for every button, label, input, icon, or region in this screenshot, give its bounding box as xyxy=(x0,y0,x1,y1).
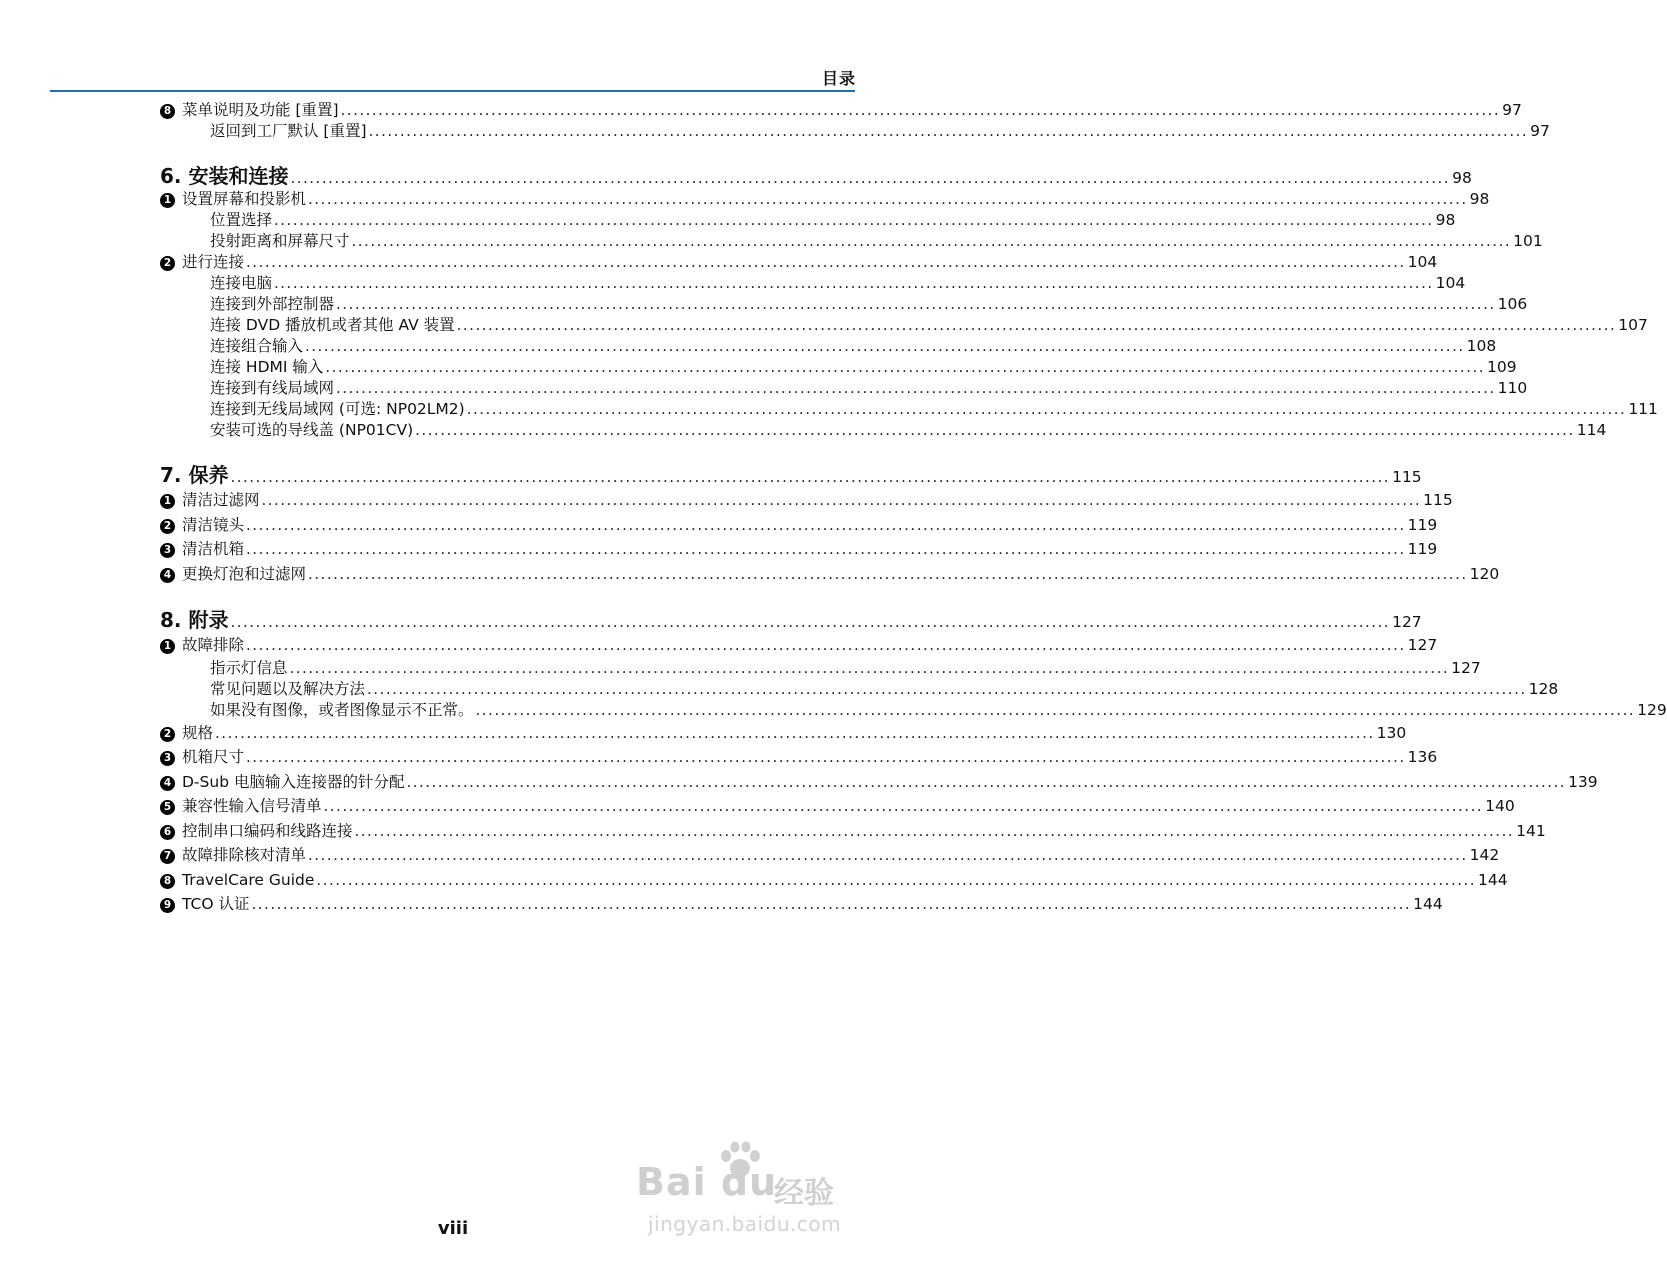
toc-chapter-row[interactable] xyxy=(160,607,1422,633)
toc-entry-label: TravelCare Guide xyxy=(182,870,315,889)
dot-leader: ......................................................................................................................................................................................... xyxy=(246,515,1406,534)
toc-item-row[interactable] xyxy=(160,892,1443,917)
toc-entry-title xyxy=(210,336,303,357)
toc-entry-title xyxy=(210,378,334,399)
number-badge-icon: 6 xyxy=(160,825,175,840)
page-header-title: 目录 xyxy=(821,69,856,88)
toc-entry-label: 投射距离和屏幕尺寸 xyxy=(210,232,350,250)
toc-entry-label: 更换灯泡和过滤网 xyxy=(182,564,307,583)
toc-entry-title xyxy=(210,273,272,294)
dot-leader: ......................................................................................................................................................................................... xyxy=(323,797,1484,815)
toc-item-row[interactable] xyxy=(160,100,1522,121)
toc-subitem-row[interactable] xyxy=(160,121,1550,142)
dot-leader: ......................................................................................................................................................................................... xyxy=(246,636,1406,654)
dot-leader: ......................................................................................................................................................................................... xyxy=(246,540,1406,558)
toc-entry-label: 连接 HDMI 输入 xyxy=(210,358,324,376)
toc-page-number: 114 xyxy=(1576,421,1607,439)
toc-entry-label: 进行连接 xyxy=(182,253,245,271)
table-of-contents xyxy=(160,100,1667,917)
toc-entry-label: 清洁镜头 xyxy=(182,515,245,534)
dot-leader: ......................................................................................................................................................................................... xyxy=(368,122,1529,140)
toc-page-number: 101 xyxy=(1513,232,1543,250)
dot-leader: ......................................................................................................................................................................................... xyxy=(475,700,1636,719)
toc-page-number: 129 xyxy=(1637,700,1667,719)
toc-page-number: 115 xyxy=(1423,491,1453,509)
toc-entry-label: 连接到无线局域网 (可选: NP02LM2) xyxy=(210,400,465,418)
dot-leader: ......................................................................................................................................................................................... xyxy=(351,232,1512,250)
dot-leader: ......................................................................................................................................................................................... xyxy=(308,190,1468,208)
toc-entry-title xyxy=(160,163,288,189)
toc-entry-title xyxy=(160,770,404,795)
toc-entry-label: D-Sub 电脑输入连接器的针分配 xyxy=(182,772,405,791)
toc-entry-label: TCO 认证 xyxy=(182,895,250,913)
toc-page-number: 97 xyxy=(1530,122,1550,140)
dot-leader: ......................................................................................................................................................................................... xyxy=(316,870,1477,889)
toc-subitem-row[interactable] xyxy=(160,273,1466,294)
toc-entry-title xyxy=(210,315,455,336)
toc-page-number: 98 xyxy=(1469,190,1490,208)
toc-entry-title xyxy=(160,252,244,273)
toc-chapter-row[interactable] xyxy=(160,163,1472,189)
toc-item-row[interactable] xyxy=(160,745,1438,770)
toc-page-number: 119 xyxy=(1407,540,1438,558)
number-badge-icon: 9 xyxy=(160,898,175,913)
toc-page-number: 144 xyxy=(1478,870,1508,889)
number-badge-icon: 2 xyxy=(160,519,175,534)
toc-page-number: 120 xyxy=(1469,564,1500,583)
toc-item-row[interactable] xyxy=(160,770,1598,795)
watermark-logo-text: Bai du xyxy=(636,1160,778,1204)
toc-entry-label: 清洁机箱 xyxy=(182,540,245,558)
toc-page-number: 142 xyxy=(1469,846,1500,864)
toc-subitem-row[interactable] xyxy=(160,357,1517,378)
toc-entry-label: 故障排除 xyxy=(182,636,245,654)
toc-entry-label: 清洁过滤网 xyxy=(182,491,260,509)
dot-leader: ......................................................................................................................................................................................... xyxy=(274,211,1434,229)
toc-page-number: 104 xyxy=(1435,274,1466,292)
dot-leader: ......................................................................................................................................................................................... xyxy=(290,169,1451,187)
number-badge-icon: 4 xyxy=(160,776,175,791)
page-number: viii xyxy=(437,1218,469,1239)
dot-leader: ......................................................................................................................................................................................... xyxy=(246,748,1406,766)
toc-entry-label: 连接到有线局域网 xyxy=(210,379,335,397)
toc-entry-label: 故障排除核对清单 xyxy=(182,846,307,864)
toc-page-number: 119 xyxy=(1407,515,1438,534)
toc-entry-title xyxy=(210,210,272,231)
dot-leader: ......................................................................................................................................................................................... xyxy=(367,679,1527,698)
number-badge-icon: 3 xyxy=(160,543,175,558)
watermark-logo-cn: 经验 xyxy=(774,1176,834,1211)
toc-entry-title xyxy=(160,607,228,633)
number-badge-icon: 2 xyxy=(160,256,175,271)
toc-entry-label: 位置选择 xyxy=(210,211,273,229)
toc-entry-label: 菜单说明及功能 [重置] xyxy=(182,101,339,119)
toc-item-row[interactable] xyxy=(160,794,1515,819)
toc-chapter-row[interactable] xyxy=(160,462,1422,488)
toc-page-number: 97 xyxy=(1502,101,1522,119)
toc-page-number: 109 xyxy=(1486,358,1517,376)
toc-entry-label: 7. 保养 xyxy=(160,463,229,487)
toc-entry-title xyxy=(160,794,322,819)
toc-page-number: 110 xyxy=(1497,379,1528,397)
section-gap xyxy=(160,142,855,163)
toc-entry-title xyxy=(210,679,365,700)
dot-leader: ......................................................................................................................................................................................... xyxy=(274,274,1434,292)
number-badge-icon: 8 xyxy=(160,874,175,889)
toc-entry-title xyxy=(160,488,260,513)
toc-subitem-row[interactable] xyxy=(160,210,1456,231)
toc-subitem-row[interactable] xyxy=(160,294,1528,315)
toc-entry-title xyxy=(160,892,250,917)
toc-entry-title xyxy=(160,100,339,121)
toc-entry-title xyxy=(160,843,306,868)
toc-page-number: 107 xyxy=(1618,316,1648,334)
toc-entry-label: 8. 附录 xyxy=(160,608,229,632)
toc-page-number: 106 xyxy=(1497,295,1528,313)
dot-leader: ......................................................................................................................................................................................... xyxy=(466,400,1627,418)
dot-leader: ......................................................................................................................................................................................... xyxy=(261,491,1422,509)
dot-leader: ......................................................................................................................................................................................... xyxy=(308,564,1468,583)
toc-entry-label: 机箱尺寸 xyxy=(182,748,245,766)
dot-leader: ......................................................................................................................................................................................... xyxy=(230,613,1391,631)
dot-leader: ......................................................................................................................................................................................... xyxy=(308,846,1468,864)
toc-entry-label: 控制串口编码和线路连接 xyxy=(182,821,353,840)
section-gap xyxy=(160,441,855,462)
toc-page-number: 139 xyxy=(1568,772,1598,791)
toc-entry-title xyxy=(160,721,213,746)
toc-entry-title xyxy=(210,231,350,252)
toc-entry-title xyxy=(210,658,288,679)
toc-page-number: 111 xyxy=(1628,400,1658,418)
toc-entry-label: 连接电脑 xyxy=(210,274,273,292)
number-badge-icon: 2 xyxy=(160,727,175,742)
dot-leader: ......................................................................................................................................................................................... xyxy=(230,468,1391,486)
toc-item-row[interactable] xyxy=(160,562,1500,587)
toc-entry-label: 连接 DVD 播放机或者其他 AV 装置 xyxy=(210,316,455,334)
toc-page-number: 128 xyxy=(1528,679,1559,698)
toc-entry-title xyxy=(160,562,306,587)
toc-page-number: 104 xyxy=(1407,253,1438,271)
toc-subitem-row[interactable] xyxy=(160,378,1528,399)
toc-entry-label: 如果没有图像，或者图像显示不正常。 xyxy=(210,700,474,719)
toc-entry-label: 设置屏幕和投影机 xyxy=(182,190,307,208)
number-badge-icon: 5 xyxy=(160,800,175,815)
toc-subitem-row[interactable] xyxy=(160,700,1667,721)
header-divider xyxy=(50,90,855,92)
toc-entry-title xyxy=(160,462,228,488)
dot-leader: ......................................................................................................................................................................................... xyxy=(246,253,1406,271)
toc-subitem-row[interactable] xyxy=(160,679,1559,700)
toc-page-number: 98 xyxy=(1452,169,1472,187)
toc-subitem-row[interactable] xyxy=(160,315,1648,336)
baidu-jingyan-watermark xyxy=(636,1140,866,1250)
toc-page-number: 127 xyxy=(1451,658,1481,677)
toc-subitem-row[interactable] xyxy=(160,231,1543,252)
toc-item-row[interactable] xyxy=(160,189,1490,210)
toc-page-number: 98 xyxy=(1435,211,1456,229)
dot-leader: ......................................................................................................................................................................................... xyxy=(406,772,1567,791)
dot-leader: ......................................................................................................................................................................................... xyxy=(340,101,1501,119)
dot-leader: ......................................................................................................................................................................................... xyxy=(289,658,1450,677)
number-badge-icon: 1 xyxy=(160,193,175,208)
toc-entry-title xyxy=(210,294,334,315)
toc-page-number: 136 xyxy=(1407,748,1438,766)
toc-subitem-row[interactable] xyxy=(160,658,1481,679)
toc-page-number: 115 xyxy=(1392,468,1422,486)
toc-entry-title xyxy=(160,189,306,210)
toc-entry-label: 返回到工厂默认 [重置] xyxy=(210,122,367,140)
number-badge-icon: 1 xyxy=(160,639,175,654)
toc-subitem-row[interactable] xyxy=(160,420,1607,441)
toc-entry-label: 兼容性输入信号清单 xyxy=(182,797,322,815)
number-badge-icon: 1 xyxy=(160,494,175,509)
dot-leader: ......................................................................................................................................................................................... xyxy=(305,337,1465,355)
toc-page-number: 108 xyxy=(1466,337,1497,355)
dot-leader: ......................................................................................................................................................................................... xyxy=(415,421,1575,439)
toc-entry-label: 安装可选的导线盖 (NP01CV) xyxy=(210,421,414,439)
toc-page-number: 144 xyxy=(1413,895,1443,913)
toc-entry-title xyxy=(210,399,465,420)
toc-entry-title xyxy=(160,745,244,770)
watermark-url: jingyan.baidu.com xyxy=(648,1212,842,1236)
number-badge-icon: 4 xyxy=(160,568,175,583)
section-gap xyxy=(160,586,855,607)
toc-entry-title xyxy=(160,537,244,562)
toc-entry-title xyxy=(160,633,244,658)
dot-leader: ......................................................................................................................................................................................... xyxy=(215,723,1375,742)
toc-entry-label: 常见问题以及解决方法 xyxy=(210,679,366,698)
dot-leader: ......................................................................................................................................................................................... xyxy=(251,895,1412,913)
dot-leader: ......................................................................................................................................................................................... xyxy=(325,358,1485,376)
toc-item-row[interactable] xyxy=(160,252,1438,273)
toc-item-row[interactable] xyxy=(160,843,1500,868)
dot-leader: ......................................................................................................................................................................................... xyxy=(336,295,1496,313)
toc-item-row[interactable] xyxy=(160,721,1407,746)
toc-entry-title xyxy=(160,819,353,844)
toc-item-row[interactable] xyxy=(160,513,1438,538)
toc-entry-label: 指示灯信息 xyxy=(210,658,288,677)
toc-entry-title xyxy=(210,700,474,721)
toc-entry-title xyxy=(210,420,413,441)
toc-item-row[interactable] xyxy=(160,868,1508,893)
toc-item-row[interactable] xyxy=(160,488,1453,513)
toc-entry-title xyxy=(210,121,367,142)
toc-entry-label: 规格 xyxy=(182,723,214,742)
toc-entry-label: 连接到外部控制器 xyxy=(210,295,335,313)
dot-leader: ......................................................................................................................................................................................... xyxy=(456,316,1617,334)
toc-page-number: 141 xyxy=(1516,821,1546,840)
toc-page-number: 127 xyxy=(1407,636,1438,654)
toc-page-number: 140 xyxy=(1485,797,1515,815)
toc-page-number: 130 xyxy=(1376,723,1407,742)
toc-entry-title xyxy=(160,868,314,893)
number-badge-icon: 8 xyxy=(160,104,175,119)
toc-entry-title xyxy=(210,357,323,378)
number-badge-icon: 7 xyxy=(160,849,175,864)
toc-item-row[interactable] xyxy=(160,819,1546,844)
toc-page-number: 127 xyxy=(1392,613,1422,631)
toc-item-row[interactable] xyxy=(160,537,1438,562)
toc-entry-label: 连接组合输入 xyxy=(210,337,304,355)
toc-subitem-row[interactable] xyxy=(160,336,1497,357)
toc-entry-label: 6. 安装和连接 xyxy=(160,164,289,188)
toc-entry-title xyxy=(160,513,244,538)
number-badge-icon: 3 xyxy=(160,751,175,766)
dot-leader: ......................................................................................................................................................................................... xyxy=(336,379,1496,397)
toc-item-row[interactable] xyxy=(160,633,1438,658)
toc-subitem-row[interactable] xyxy=(160,399,1658,420)
dot-leader: ......................................................................................................................................................................................... xyxy=(354,821,1515,840)
